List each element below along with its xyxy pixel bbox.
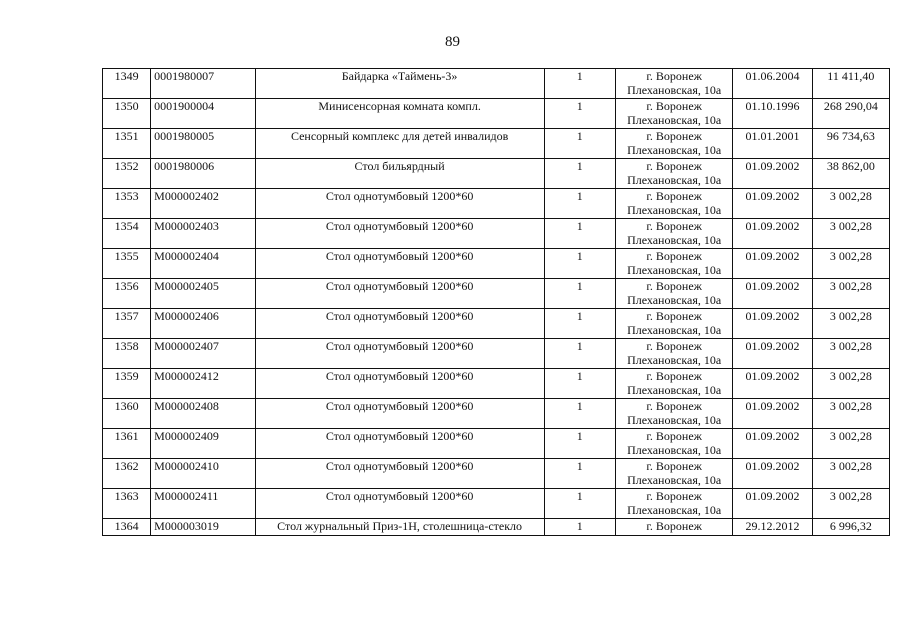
row-number: 1361 <box>103 429 151 459</box>
row-number: 1353 <box>103 189 151 219</box>
inventory-code: М000002412 <box>151 369 255 399</box>
location-street: Плехановская, 10а <box>627 383 722 397</box>
cost: 3 002,28 <box>812 279 889 309</box>
item-name: Стол однотумбовый 1200*60 <box>255 189 544 219</box>
quantity: 1 <box>544 459 615 489</box>
date: 01.10.1996 <box>733 99 812 129</box>
item-name: Байдарка «Таймень-3» <box>255 69 544 99</box>
location-city: г. Воронеж <box>646 219 702 233</box>
location <box>615 399 732 429</box>
item-name: Стол бильярдный <box>255 159 544 189</box>
inventory-code: М000002407 <box>151 339 255 369</box>
cost: 3 002,28 <box>812 309 889 339</box>
location-city: г. Воронеж <box>646 279 702 293</box>
quantity: 1 <box>544 189 615 219</box>
location-street: Плехановская, 10а <box>627 233 722 247</box>
location <box>615 99 732 129</box>
location-street: Плехановская, 10а <box>627 83 722 97</box>
location-city: г. Воронеж <box>646 339 702 353</box>
cost: 11 411,40 <box>812 69 889 99</box>
item-name: Сенсорный комплекс для детей инвалидов <box>255 129 544 159</box>
cost: 3 002,28 <box>812 339 889 369</box>
location-street: Плехановская, 10а <box>627 293 722 307</box>
location-street: Плехановская, 10а <box>627 413 722 427</box>
date: 29.12.2012 <box>733 519 812 536</box>
date: 01.09.2002 <box>733 399 812 429</box>
inventory-code: М000002411 <box>151 489 255 519</box>
item-name: Стол однотумбовый 1200*60 <box>255 399 544 429</box>
table-row <box>103 459 890 489</box>
date: 01.09.2002 <box>733 429 812 459</box>
page-number: 89 <box>445 34 460 50</box>
table-row <box>103 309 890 339</box>
table-row <box>103 99 890 129</box>
location <box>615 429 732 459</box>
item-name: Минисенсорная комната компл. <box>255 99 544 129</box>
location <box>615 339 732 369</box>
quantity: 1 <box>544 339 615 369</box>
location-city: г. Воронеж <box>646 129 702 143</box>
quantity: 1 <box>544 369 615 399</box>
location-street: Плехановская, 10а <box>627 173 722 187</box>
inventory-code: М000002406 <box>151 309 255 339</box>
inventory-code: М000003019 <box>151 519 255 536</box>
cost: 3 002,28 <box>812 429 889 459</box>
inventory-table <box>102 68 890 536</box>
table-row <box>103 189 890 219</box>
quantity: 1 <box>544 99 615 129</box>
cost: 3 002,28 <box>812 249 889 279</box>
location-street: Плехановская, 10а <box>627 503 722 517</box>
row-number: 1357 <box>103 309 151 339</box>
inventory-code: М000002405 <box>151 279 255 309</box>
inventory-code: 0001980006 <box>151 159 255 189</box>
date: 01.06.2004 <box>733 69 812 99</box>
row-number: 1352 <box>103 159 151 189</box>
location-city: г. Воронеж <box>646 69 702 83</box>
location-street: Плехановская, 10а <box>627 113 722 127</box>
cost: 3 002,28 <box>812 399 889 429</box>
inventory-code: 0001900004 <box>151 99 255 129</box>
row-number: 1360 <box>103 399 151 429</box>
quantity: 1 <box>544 219 615 249</box>
item-name: Стол журнальный Приз-1Н, столешница-стекло <box>255 519 544 536</box>
quantity: 1 <box>544 69 615 99</box>
cost: 3 002,28 <box>812 459 889 489</box>
item-name: Стол однотумбовый 1200*60 <box>255 339 544 369</box>
row-number: 1358 <box>103 339 151 369</box>
table-row <box>103 519 890 536</box>
cost: 3 002,28 <box>812 369 889 399</box>
item-name: Стол однотумбовый 1200*60 <box>255 429 544 459</box>
row-number: 1364 <box>103 519 151 536</box>
location-city: г. Воронеж <box>646 99 702 113</box>
location-street: Плехановская, 10а <box>627 443 722 457</box>
item-name: Стол однотумбовый 1200*60 <box>255 219 544 249</box>
table-row <box>103 429 890 459</box>
date: 01.01.2001 <box>733 129 812 159</box>
quantity: 1 <box>544 309 615 339</box>
row-number: 1355 <box>103 249 151 279</box>
date: 01.09.2002 <box>733 309 812 339</box>
quantity: 1 <box>544 249 615 279</box>
row-number: 1359 <box>103 369 151 399</box>
item-name: Стол однотумбовый 1200*60 <box>255 249 544 279</box>
quantity: 1 <box>544 129 615 159</box>
quantity: 1 <box>544 429 615 459</box>
row-number: 1362 <box>103 459 151 489</box>
quantity: 1 <box>544 279 615 309</box>
cost: 96 734,63 <box>812 129 889 159</box>
location-city: г. Воронеж <box>646 489 702 503</box>
inventory-code: М000002408 <box>151 399 255 429</box>
item-name: Стол однотумбовый 1200*60 <box>255 369 544 399</box>
date: 01.09.2002 <box>733 489 812 519</box>
item-name: Стол однотумбовый 1200*60 <box>255 279 544 309</box>
location <box>615 69 732 99</box>
row-number: 1349 <box>103 69 151 99</box>
inventory-code: М000002403 <box>151 219 255 249</box>
quantity: 1 <box>544 399 615 429</box>
location-city: г. Воронеж <box>646 249 702 263</box>
location <box>615 489 732 519</box>
inventory-code: 0001980007 <box>151 69 255 99</box>
inventory-code: М000002410 <box>151 459 255 489</box>
location-city: г. Воронеж <box>646 399 702 413</box>
location <box>615 159 732 189</box>
location <box>615 249 732 279</box>
table-row <box>103 339 890 369</box>
date: 01.09.2002 <box>733 339 812 369</box>
location <box>615 459 732 489</box>
quantity: 1 <box>544 519 615 536</box>
location <box>615 129 732 159</box>
date: 01.09.2002 <box>733 369 812 399</box>
location-street: Плехановская, 10а <box>627 353 722 367</box>
table-row <box>103 399 890 429</box>
inventory-code: М000002409 <box>151 429 255 459</box>
item-name: Стол однотумбовый 1200*60 <box>255 309 544 339</box>
cost: 3 002,28 <box>812 189 889 219</box>
table-row <box>103 489 890 519</box>
item-name: Стол однотумбовый 1200*60 <box>255 489 544 519</box>
location-city: г. Воронеж <box>646 459 702 473</box>
table-row <box>103 159 890 189</box>
date: 01.09.2002 <box>733 189 812 219</box>
row-number: 1356 <box>103 279 151 309</box>
cost: 6 996,32 <box>812 519 889 536</box>
cost: 268 290,04 <box>812 99 889 129</box>
cost: 38 862,00 <box>812 159 889 189</box>
location-street: Плехановская, 10а <box>627 143 722 157</box>
inventory-code: М000002404 <box>151 249 255 279</box>
date: 01.09.2002 <box>733 219 812 249</box>
date: 01.09.2002 <box>733 459 812 489</box>
location <box>615 309 732 339</box>
inventory-table-body <box>103 69 890 536</box>
cost: 3 002,28 <box>812 489 889 519</box>
table-row <box>103 279 890 309</box>
location <box>615 279 732 309</box>
table-row <box>103 369 890 399</box>
location <box>615 219 732 249</box>
cost: 3 002,28 <box>812 219 889 249</box>
table-row <box>103 249 890 279</box>
location-city: г. Воронеж <box>646 519 702 533</box>
row-number: 1363 <box>103 489 151 519</box>
location <box>615 519 732 536</box>
location-city: г. Воронеж <box>646 189 702 203</box>
location-street: Плехановская, 10а <box>627 323 722 337</box>
location-city: г. Воронеж <box>646 429 702 443</box>
location-city: г. Воронеж <box>646 309 702 323</box>
table-row <box>103 219 890 249</box>
date: 01.09.2002 <box>733 249 812 279</box>
row-number: 1354 <box>103 219 151 249</box>
location-street: Плехановская, 10а <box>627 263 722 277</box>
table-row <box>103 129 890 159</box>
table-row <box>103 69 890 99</box>
location-city: г. Воронеж <box>646 369 702 383</box>
location-street: Плехановская, 10а <box>627 203 722 217</box>
date: 01.09.2002 <box>733 279 812 309</box>
location-city: г. Воронеж <box>646 159 702 173</box>
quantity: 1 <box>544 489 615 519</box>
row-number: 1351 <box>103 129 151 159</box>
item-name: Стол однотумбовый 1200*60 <box>255 459 544 489</box>
inventory-code: 0001980005 <box>151 129 255 159</box>
inventory-code: М000002402 <box>151 189 255 219</box>
row-number: 1350 <box>103 99 151 129</box>
quantity: 1 <box>544 159 615 189</box>
location <box>615 189 732 219</box>
location-street: Плехановская, 10а <box>627 473 722 487</box>
location <box>615 369 732 399</box>
date: 01.09.2002 <box>733 159 812 189</box>
